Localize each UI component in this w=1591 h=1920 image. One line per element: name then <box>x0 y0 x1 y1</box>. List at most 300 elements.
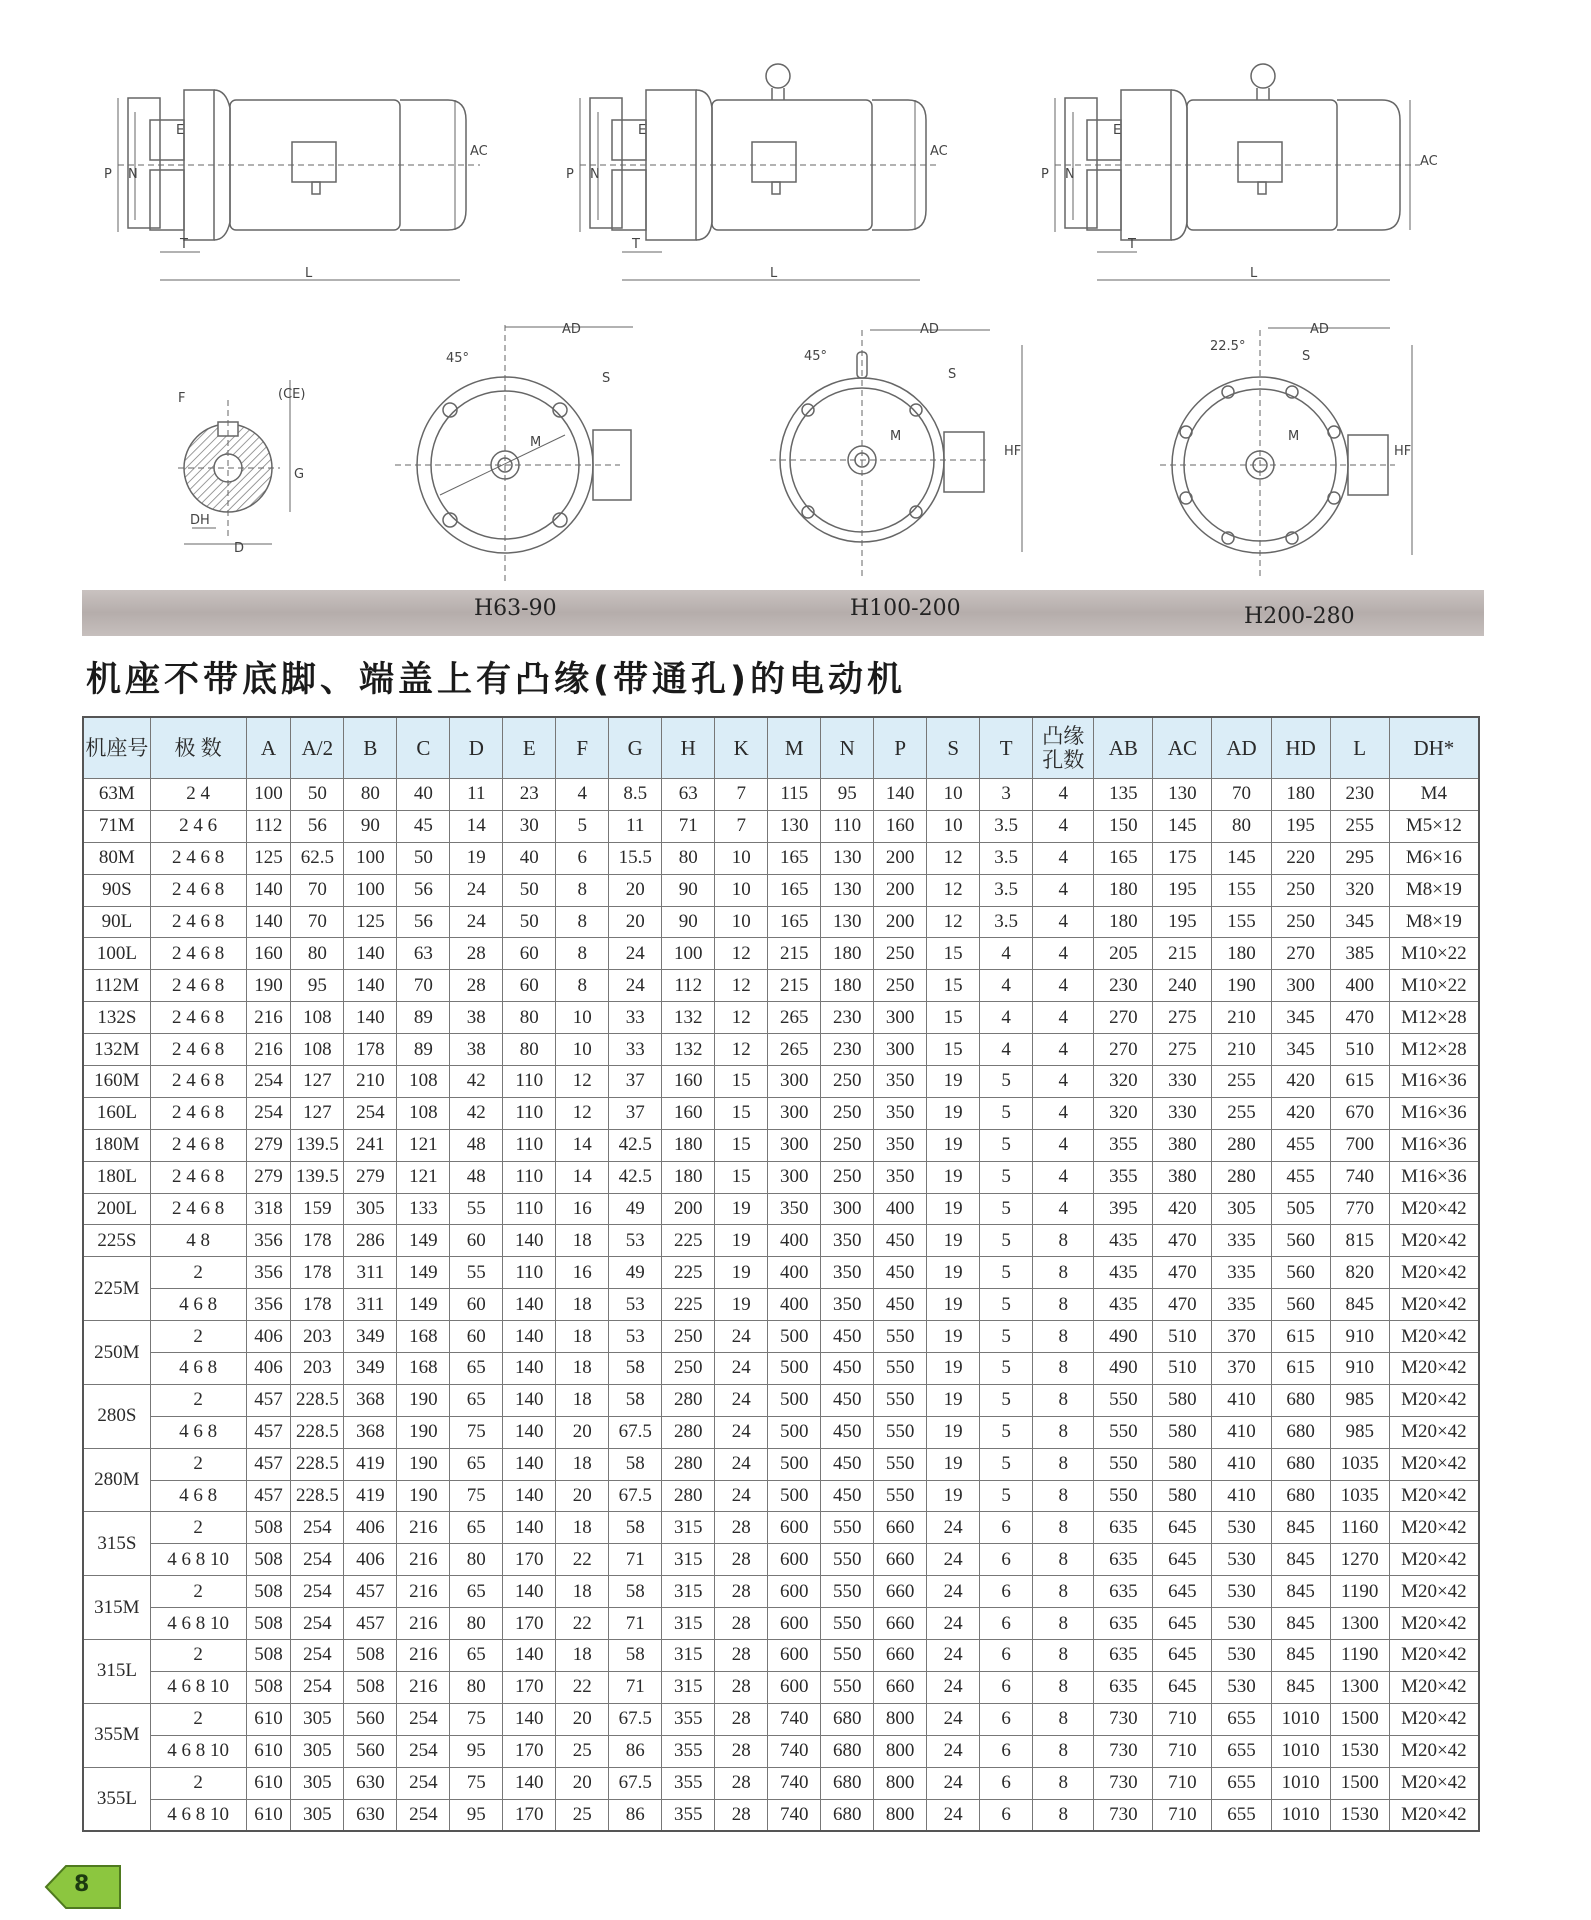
value-cell: 178 <box>291 1257 344 1289</box>
value-cell: 845 <box>1271 1544 1330 1576</box>
value-cell: 200 <box>874 874 927 906</box>
value-cell: M8×19 <box>1389 874 1479 906</box>
value-cell: 680 <box>821 1735 874 1767</box>
value-cell: 95 <box>450 1799 503 1831</box>
value-cell: 255 <box>1212 1066 1271 1098</box>
value-cell: 600 <box>768 1544 821 1576</box>
value-cell: 180 <box>662 1161 715 1193</box>
dim-label: 45° <box>804 349 828 364</box>
poles-cell: 4 6 8 10 <box>150 1608 246 1640</box>
value-cell: 42 <box>450 1066 503 1098</box>
value-cell: 12 <box>715 938 768 970</box>
dim-label: HF <box>1394 444 1412 459</box>
value-cell: 159 <box>291 1193 344 1225</box>
value-cell: 160 <box>662 1066 715 1098</box>
value-cell: 350 <box>874 1097 927 1129</box>
value-cell: 19 <box>927 1480 980 1512</box>
value-cell: 53 <box>609 1289 662 1321</box>
value-cell: 600 <box>768 1576 821 1608</box>
frame-size-cell: 160M <box>83 1066 150 1098</box>
value-cell: 18 <box>556 1225 609 1257</box>
frame-size-cell: 180L <box>83 1161 150 1193</box>
band-label-h200-280: H200-280 <box>1244 604 1355 629</box>
value-cell: 635 <box>1094 1544 1153 1576</box>
value-cell: 55 <box>450 1193 503 1225</box>
value-cell: 140 <box>503 1480 556 1512</box>
value-cell: 20 <box>556 1767 609 1799</box>
value-cell: 280 <box>662 1416 715 1448</box>
value-cell: 140 <box>503 1767 556 1799</box>
value-cell: 28 <box>715 1767 768 1799</box>
poles-cell: 2 4 6 8 <box>150 842 246 874</box>
value-cell: 24 <box>609 938 662 970</box>
value-cell: 110 <box>503 1129 556 1161</box>
value-cell: 410 <box>1212 1448 1271 1480</box>
value-cell: 58 <box>609 1353 662 1385</box>
value-cell: 4 <box>1033 970 1094 1002</box>
poles-cell: 2 4 6 8 <box>150 938 246 970</box>
value-cell: 510 <box>1153 1321 1212 1353</box>
value-cell: 315 <box>662 1576 715 1608</box>
value-cell: 60 <box>450 1321 503 1353</box>
table-row <box>83 874 1479 906</box>
value-cell: 1035 <box>1330 1448 1389 1480</box>
column-header: H <box>662 717 715 779</box>
value-cell: 670 <box>1330 1097 1389 1129</box>
value-cell: 18 <box>556 1640 609 1672</box>
value-cell: 4 <box>1033 1129 1094 1161</box>
dim-label: L <box>305 266 313 281</box>
value-cell: 510 <box>1153 1353 1212 1385</box>
value-cell: 53 <box>609 1321 662 1353</box>
value-cell: 10 <box>715 842 768 874</box>
value-cell: 250 <box>874 970 927 1002</box>
column-header: S <box>927 717 980 779</box>
value-cell: 550 <box>821 1544 874 1576</box>
value-cell: 5 <box>556 810 609 842</box>
value-cell: 4 <box>1033 1034 1094 1066</box>
poles-cell: 4 8 <box>150 1225 246 1257</box>
value-cell: 406 <box>246 1353 291 1385</box>
band-label-h100-200: H100-200 <box>850 596 961 621</box>
value-cell: 12 <box>927 842 980 874</box>
value-cell: 490 <box>1094 1353 1153 1385</box>
value-cell: 655 <box>1212 1735 1271 1767</box>
value-cell: 635 <box>1094 1512 1153 1544</box>
value-cell: 12 <box>927 906 980 938</box>
value-cell: 455 <box>1271 1129 1330 1161</box>
value-cell: 8 <box>1033 1480 1094 1512</box>
value-cell: 28 <box>715 1703 768 1735</box>
dim-label: L <box>1250 266 1258 281</box>
column-header: 凸缘孔数 <box>1033 717 1094 779</box>
value-cell: 56 <box>397 906 450 938</box>
value-cell: 254 <box>291 1640 344 1672</box>
dim-label: S <box>948 367 957 382</box>
value-cell: 457 <box>246 1384 291 1416</box>
value-cell: 155 <box>1212 874 1271 906</box>
value-cell: 18 <box>556 1321 609 1353</box>
value-cell: 18 <box>556 1353 609 1385</box>
value-cell: M20×42 <box>1389 1384 1479 1416</box>
frame-size-cell: 100L <box>83 938 150 970</box>
value-cell: M20×42 <box>1389 1703 1479 1735</box>
value-cell: 19 <box>715 1289 768 1321</box>
column-header: D <box>450 717 503 779</box>
value-cell: 178 <box>344 1034 397 1066</box>
frame-size-cell: 71M <box>83 810 150 842</box>
value-cell: 368 <box>344 1384 397 1416</box>
value-cell: 89 <box>397 1034 450 1066</box>
value-cell: 680 <box>1271 1384 1330 1416</box>
value-cell: 635 <box>1094 1608 1153 1640</box>
value-cell: 800 <box>874 1703 927 1735</box>
value-cell: 356 <box>246 1257 291 1289</box>
value-cell: 19 <box>450 842 503 874</box>
value-cell: 400 <box>768 1257 821 1289</box>
table-row <box>83 970 1479 1002</box>
value-cell: 8 <box>1033 1767 1094 1799</box>
value-cell: 67.5 <box>609 1480 662 1512</box>
value-cell: 355 <box>1094 1161 1153 1193</box>
value-cell: 345 <box>1271 1002 1330 1034</box>
value-cell: 18 <box>556 1384 609 1416</box>
value-cell: 254 <box>291 1608 344 1640</box>
value-cell: 195 <box>1271 810 1330 842</box>
value-cell: 130 <box>1153 779 1212 811</box>
value-cell: 75 <box>450 1416 503 1448</box>
value-cell: 508 <box>246 1640 291 1672</box>
side-view-h200-280 <box>1055 64 1420 280</box>
dim-label: P <box>104 167 112 182</box>
frame-size-cell: 280S <box>83 1384 150 1448</box>
value-cell: 6 <box>980 1544 1033 1576</box>
value-cell: 280 <box>1212 1161 1271 1193</box>
value-cell: 508 <box>246 1576 291 1608</box>
value-cell: 24 <box>927 1576 980 1608</box>
poles-cell: 4 6 8 <box>150 1289 246 1321</box>
value-cell: 254 <box>246 1066 291 1098</box>
column-header: AB <box>1094 717 1153 779</box>
value-cell: 6 <box>980 1799 1033 1831</box>
value-cell: 4 <box>1033 1066 1094 1098</box>
value-cell: M10×22 <box>1389 970 1479 1002</box>
value-cell: 67.5 <box>609 1767 662 1799</box>
value-cell: 24 <box>450 874 503 906</box>
value-cell: 180 <box>1271 779 1330 811</box>
value-cell: 4 <box>1033 1002 1094 1034</box>
value-cell: 228.5 <box>291 1384 344 1416</box>
value-cell: 300 <box>821 1193 874 1225</box>
value-cell: 19 <box>927 1353 980 1385</box>
value-cell: 80 <box>503 1002 556 1034</box>
value-cell: 228.5 <box>291 1416 344 1448</box>
value-cell: 500 <box>768 1448 821 1480</box>
value-cell: M12×28 <box>1389 1034 1479 1066</box>
table-row <box>83 1544 1479 1576</box>
value-cell: 419 <box>344 1448 397 1480</box>
value-cell: 470 <box>1330 1002 1389 1034</box>
value-cell: 286 <box>344 1225 397 1257</box>
value-cell: 19 <box>927 1097 980 1129</box>
value-cell: 200 <box>874 842 927 874</box>
value-cell: 910 <box>1330 1353 1389 1385</box>
value-cell: 170 <box>503 1544 556 1576</box>
table-row <box>83 1034 1479 1066</box>
value-cell: 730 <box>1094 1767 1153 1799</box>
value-cell: 5 <box>980 1129 1033 1161</box>
value-cell: 8 <box>1033 1257 1094 1289</box>
value-cell: 22 <box>556 1608 609 1640</box>
value-cell: 190 <box>1212 970 1271 1002</box>
value-cell: 5 <box>980 1321 1033 1353</box>
value-cell: 345 <box>1330 906 1389 938</box>
dim-label: N <box>590 167 600 182</box>
value-cell: 550 <box>821 1671 874 1703</box>
value-cell: 5 <box>980 1480 1033 1512</box>
value-cell: 6 <box>980 1576 1033 1608</box>
table-row <box>83 842 1479 874</box>
value-cell: 500 <box>768 1416 821 1448</box>
value-cell: 22 <box>556 1671 609 1703</box>
value-cell: 320 <box>1330 874 1389 906</box>
table-row <box>83 1480 1479 1512</box>
value-cell: 149 <box>397 1225 450 1257</box>
value-cell: 305 <box>291 1767 344 1799</box>
value-cell: 5 <box>980 1448 1033 1480</box>
value-cell: 28 <box>715 1512 768 1544</box>
value-cell: 216 <box>246 1034 291 1066</box>
value-cell: 6 <box>980 1640 1033 1672</box>
end-view-h63-90 <box>395 325 633 585</box>
value-cell: 740 <box>768 1735 821 1767</box>
value-cell: 15 <box>927 970 980 1002</box>
value-cell: 280 <box>662 1448 715 1480</box>
value-cell: 265 <box>768 1034 821 1066</box>
value-cell: 14 <box>450 810 503 842</box>
value-cell: 63 <box>662 779 715 811</box>
value-cell: 75 <box>450 1703 503 1735</box>
value-cell: 200 <box>662 1193 715 1225</box>
value-cell: 30 <box>503 810 556 842</box>
value-cell: 5 <box>980 1097 1033 1129</box>
poles-cell: 2 4 6 8 <box>150 1002 246 1034</box>
value-cell: 19 <box>927 1161 980 1193</box>
value-cell: M20×42 <box>1389 1353 1479 1385</box>
value-cell: 15 <box>927 1034 980 1066</box>
value-cell: 420 <box>1271 1097 1330 1129</box>
value-cell: 160 <box>662 1097 715 1129</box>
value-cell: 230 <box>821 1034 874 1066</box>
value-cell: 280 <box>1212 1129 1271 1161</box>
value-cell: 8 <box>1033 1544 1094 1576</box>
value-cell: 14 <box>556 1129 609 1161</box>
value-cell: 75 <box>450 1480 503 1512</box>
value-cell: 730 <box>1094 1735 1153 1767</box>
value-cell: 14 <box>556 1161 609 1193</box>
value-cell: 3.5 <box>980 842 1033 874</box>
value-cell: 550 <box>874 1353 927 1385</box>
value-cell: 550 <box>874 1416 927 1448</box>
frame-size-cell: 180M <box>83 1129 150 1161</box>
value-cell: 355 <box>662 1703 715 1735</box>
value-cell: M20×42 <box>1389 1512 1479 1544</box>
value-cell: 240 <box>1153 970 1212 1002</box>
value-cell: 58 <box>609 1576 662 1608</box>
value-cell: 550 <box>821 1640 874 1672</box>
value-cell: 132 <box>662 1002 715 1034</box>
table-header-row <box>83 717 1479 779</box>
value-cell: 139.5 <box>291 1161 344 1193</box>
value-cell: 165 <box>768 906 821 938</box>
value-cell: 100 <box>662 938 715 970</box>
value-cell: 24 <box>927 1512 980 1544</box>
value-cell: 4 <box>1033 874 1094 906</box>
value-cell: 530 <box>1212 1544 1271 1576</box>
value-cell: 660 <box>874 1671 927 1703</box>
value-cell: 250 <box>662 1321 715 1353</box>
value-cell: 305 <box>1212 1193 1271 1225</box>
value-cell: 550 <box>821 1608 874 1640</box>
column-header: 极 数 <box>150 717 246 779</box>
value-cell: 645 <box>1153 1640 1212 1672</box>
table-row <box>83 1129 1479 1161</box>
value-cell: 630 <box>344 1767 397 1799</box>
value-cell: 4 <box>1033 1193 1094 1225</box>
value-cell: 132 <box>662 1034 715 1066</box>
value-cell: 48 <box>450 1161 503 1193</box>
table-row <box>83 1416 1479 1448</box>
value-cell: 355 <box>662 1735 715 1767</box>
value-cell: 20 <box>556 1703 609 1735</box>
value-cell: 5 <box>980 1257 1033 1289</box>
value-cell: 740 <box>1330 1161 1389 1193</box>
value-cell: 450 <box>821 1353 874 1385</box>
value-cell: 305 <box>291 1735 344 1767</box>
value-cell: 140 <box>344 938 397 970</box>
value-cell: 800 <box>874 1767 927 1799</box>
value-cell: 220 <box>1271 842 1330 874</box>
value-cell: 4 <box>1033 779 1094 811</box>
table-row <box>83 1512 1479 1544</box>
value-cell: 279 <box>246 1129 291 1161</box>
value-cell: 225 <box>662 1257 715 1289</box>
value-cell: 37 <box>609 1097 662 1129</box>
value-cell: 110 <box>503 1097 556 1129</box>
value-cell: 28 <box>715 1576 768 1608</box>
poles-cell: 2 <box>150 1640 246 1672</box>
poles-cell: 2 4 6 8 <box>150 1034 246 1066</box>
frame-size-cell: 355L <box>83 1767 150 1831</box>
value-cell: 95 <box>821 779 874 811</box>
column-header: HD <box>1271 717 1330 779</box>
value-cell: 660 <box>874 1544 927 1576</box>
frame-size-cell: 355M <box>83 1703 150 1767</box>
value-cell: 450 <box>821 1448 874 1480</box>
value-cell: 635 <box>1094 1671 1153 1703</box>
value-cell: 63 <box>397 938 450 970</box>
value-cell: 19 <box>927 1193 980 1225</box>
value-cell: 635 <box>1094 1640 1153 1672</box>
dim-label: T <box>180 237 188 252</box>
value-cell: 1300 <box>1330 1671 1389 1703</box>
poles-cell: 2 <box>150 1321 246 1353</box>
value-cell: 10 <box>927 810 980 842</box>
value-cell: 71 <box>609 1544 662 1576</box>
value-cell: 53 <box>609 1225 662 1257</box>
value-cell: 580 <box>1153 1448 1212 1480</box>
value-cell: M20×42 <box>1389 1640 1479 1672</box>
value-cell: 140 <box>503 1225 556 1257</box>
value-cell: 140 <box>503 1512 556 1544</box>
value-cell: 270 <box>1271 938 1330 970</box>
value-cell: 380 <box>1153 1161 1212 1193</box>
value-cell: 435 <box>1094 1225 1153 1257</box>
value-cell: 45 <box>397 810 450 842</box>
value-cell: 6 <box>980 1671 1033 1703</box>
value-cell: 406 <box>344 1544 397 1576</box>
dimension-table <box>82 716 1480 1832</box>
value-cell: 100 <box>344 842 397 874</box>
value-cell: 800 <box>874 1735 927 1767</box>
value-cell: 50 <box>503 906 556 938</box>
value-cell: 450 <box>821 1384 874 1416</box>
value-cell: 1010 <box>1271 1735 1330 1767</box>
value-cell: 700 <box>1330 1129 1389 1161</box>
value-cell: 250 <box>821 1161 874 1193</box>
value-cell: 550 <box>1094 1480 1153 1512</box>
column-header: AC <box>1153 717 1212 779</box>
value-cell: 241 <box>344 1129 397 1161</box>
value-cell: 254 <box>397 1735 450 1767</box>
poles-cell: 4 6 8 <box>150 1480 246 1512</box>
value-cell: 19 <box>927 1289 980 1321</box>
value-cell: 18 <box>556 1448 609 1480</box>
value-cell: 216 <box>397 1671 450 1703</box>
value-cell: M16×36 <box>1389 1097 1479 1129</box>
value-cell: 350 <box>821 1289 874 1321</box>
column-header: 机座号 <box>83 717 150 779</box>
dim-label: AD <box>920 322 939 337</box>
value-cell: 710 <box>1153 1767 1212 1799</box>
value-cell: 140 <box>246 874 291 906</box>
value-cell: 190 <box>397 1480 450 1512</box>
value-cell: M20×42 <box>1389 1193 1479 1225</box>
value-cell: 335 <box>1212 1225 1271 1257</box>
table-row <box>83 1225 1479 1257</box>
poles-cell: 2 <box>150 1576 246 1608</box>
poles-cell: 4 6 8 <box>150 1416 246 1448</box>
value-cell: 610 <box>246 1735 291 1767</box>
value-cell: 195 <box>1153 874 1212 906</box>
dim-label: DH <box>190 513 210 528</box>
value-cell: 170 <box>503 1735 556 1767</box>
value-cell: 600 <box>768 1671 821 1703</box>
value-cell: 8 <box>1033 1576 1094 1608</box>
value-cell: 680 <box>1271 1448 1330 1480</box>
value-cell: 80 <box>450 1671 503 1703</box>
value-cell: M20×42 <box>1389 1767 1479 1799</box>
value-cell: 845 <box>1330 1289 1389 1321</box>
value-cell: 315 <box>662 1671 715 1703</box>
value-cell: M20×42 <box>1389 1608 1479 1640</box>
value-cell: 19 <box>927 1129 980 1161</box>
dim-label: S <box>602 371 611 386</box>
value-cell: 1190 <box>1330 1640 1389 1672</box>
value-cell: 250 <box>874 938 927 970</box>
table-row <box>83 906 1479 938</box>
column-header: F <box>556 717 609 779</box>
